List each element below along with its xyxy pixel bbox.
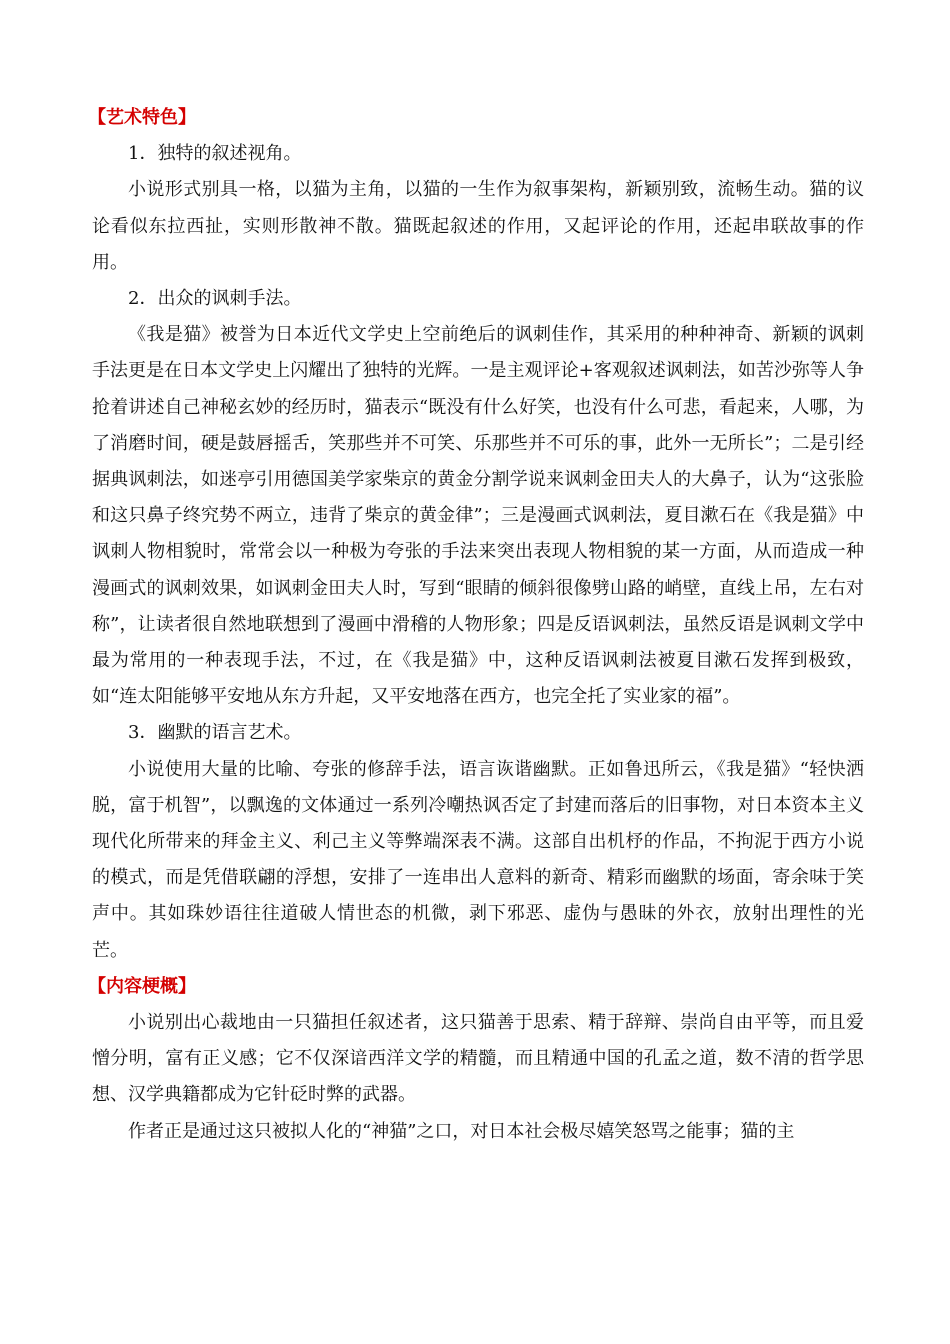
paragraph-summary-1: 小说别出心裁地由一只猫担任叙述者，这只猫善于思索、精于辞辩、崇尚自由平等，而且爱憎分明，富有正义感；它不仅深谙西洋文学的精髓，而且精通中国的孔孟之道，数不清的哲学思想、汉学典籍都成为它针砭时弊的武器。 <box>92 1012 864 1106</box>
paragraph-satire-techniques: 《我是猫》被誉为日本近代文学史上空前绝后的讽刺佳作，其采用的种种神奇、新颖的讽刺手法更是在日本文学史上闪耀出了独特的光辉。一是主观评论+客观叙述讽刺法，如苦沙弥等人争抢着讲述自己神秘玄妙的经历时，猫表示“既没有什么好笑，也没有什么可悲，看起来，人哪，为了消磨时间，硬是鼓唇摇舌，笑那些并不可笑、乐那些并不可乐的事，此外一无所长”；二是引经据典讽刺法，如迷亭引用德国美学家柴京的黄金分割学说来讽刺金田夫人的大鼻子，认为“这张脸和这只鼻子终究势不两立，违背了柴京的黄金律”；三是漫画式讽刺法，夏目漱石在《我是猫》中讽刺人物相貌时，常常会以一种极为夸张的手法来突出表现人物相貌的某一方面，从而造成一种漫画式的讽刺效果，如讽刺金田夫人时，写到“眼睛的倾斜很像劈山路的峭壁，直线上吊，左右对称”，让读者很自然地联想到了漫画中滑稽的人物形象；四是反语讽刺法，虽然反语是讽刺文学中最为常用的一种表现手法，不过，在《我是猫》中，这种反语讽刺法被夏目漱石发挥到极致，如“连太阳能够平安地从东方升起，又平安地落在西方，也完全托了实业家的福”。 <box>92 324 864 708</box>
paragraph-summary-2: 作者正是通过这只被拟人化的“神猫”之口，对日本社会极尽嬉笑怒骂之能事；猫的主 <box>128 1120 795 1142</box>
document-body <box>88 100 864 1150</box>
item-heading-3: 3．幽默的语言艺术。 <box>128 722 302 744</box>
paragraph-narrative-perspective: 小说形式别具一格，以猫为主角，以猫的一生作为叙事架构，新颖别致，流畅生动。猫的议论看似东拉西扯，实则形散神不散。猫既起叙述的作用，又起评论的作用，还起串联故事的作用。 <box>92 179 864 273</box>
section-title-content-summary: 【内容梗概】 <box>88 975 196 997</box>
section-title-art-features: 【艺术特色】 <box>88 107 196 128</box>
paragraph-humorous-language: 小说使用大量的比喻、夸张的修辞手法，语言诙谐幽默。正如鲁迅所云，《我是猫》“轻快洒脱，富于机智”，以飘逸的文体通过一系列冷嘲热讽否定了封建而落后的旧事物，对日本资本主义现代化所带来的拜金主义、利己主义等弊端深表不满。这部自出机杼的作品，不拘泥于西方小说的模式，而是凭借联翩的浮想，安排了一连串出人意料的新奇、精彩而幽默的场面，寄余味于笑声中。其如珠妙语往往道破人情世态的机微，剥下邪恶、虚伪与愚昧的外衣，放射出理性的光芒。 <box>92 758 864 961</box>
item-heading-2: 2．出众的讽刺手法。 <box>128 288 302 310</box>
item-heading-1: 1．独特的叙述视角。 <box>128 143 302 165</box>
